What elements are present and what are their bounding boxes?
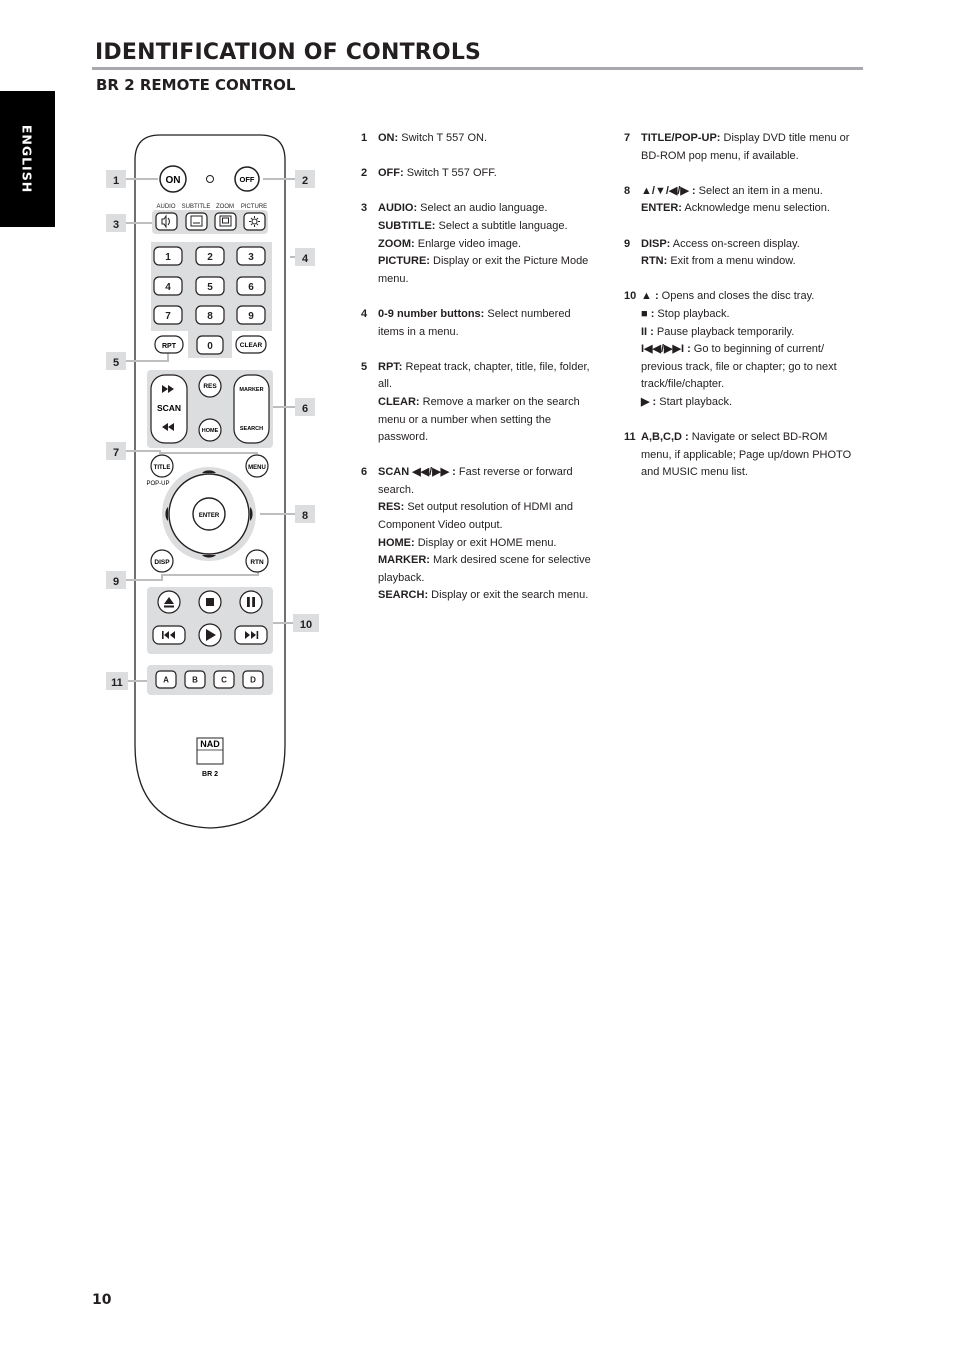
- desc-number: 1: [361, 132, 368, 144]
- desc-item-2: [361, 165, 593, 183]
- desc-text: Acknowledge menu selection.: [681, 202, 830, 215]
- desc-label: CLEAR:: [378, 395, 420, 408]
- marker-label: MARKER: [239, 387, 264, 393]
- desc-item-3: [361, 200, 593, 288]
- desc-number: 4: [361, 307, 368, 320]
- callout-6: 6: [301, 403, 309, 415]
- desc-item-8: [624, 183, 860, 218]
- callout-9: 9: [112, 576, 120, 588]
- popup-label: POP-UP: [146, 481, 170, 487]
- scan-label: SCAN: [156, 403, 182, 413]
- desc-text: Stop playback.: [654, 307, 730, 320]
- callout-8: 8: [301, 510, 309, 522]
- desc-label: ▶ :: [641, 395, 657, 408]
- description-column-left: [361, 130, 593, 623]
- desc-text: Select numbered items in a menu.: [378, 307, 571, 338]
- section-subtitle: BR 2 REMOTE CONTROL: [96, 76, 296, 94]
- search-label: SEARCH: [239, 426, 264, 432]
- desc-label: ▲/▼/◀/▶ :: [641, 184, 696, 197]
- callout-5: 5: [112, 357, 120, 369]
- desc-label: DISP:: [641, 237, 671, 250]
- description-column-right: [624, 130, 860, 499]
- desc-item-5: [361, 359, 593, 447]
- desc-label: RPT:: [378, 360, 403, 373]
- desc-item-6: [361, 464, 593, 605]
- page-title: IDENTIFICATION OF CONTROLS: [95, 40, 482, 65]
- language-tab: [0, 91, 55, 227]
- callout-1: 1: [112, 175, 120, 187]
- desc-label: SEARCH:: [378, 589, 429, 602]
- digit-7-label: 7: [165, 311, 171, 322]
- desc-label: SCAN ◀◀/▶▶ :: [378, 466, 456, 479]
- callout-11: 11: [111, 677, 123, 689]
- digit-3-label: 3: [248, 252, 254, 263]
- stop-icon: [206, 598, 214, 606]
- digit-6-label: 6: [248, 282, 254, 293]
- title-rule: [92, 67, 863, 70]
- desc-text: Enlarge video image.: [414, 237, 522, 250]
- desc-item-1: [361, 130, 593, 148]
- digit-5-label: 5: [207, 282, 213, 293]
- desc-item-10: [624, 288, 860, 411]
- desc-number: 9: [624, 237, 631, 250]
- callout-4: 4: [301, 253, 309, 265]
- desc-number: 7: [624, 132, 631, 144]
- desc-text: Access on-screen display.: [670, 237, 800, 250]
- enter-label: ENTER: [198, 513, 220, 519]
- menu-label: MENU: [248, 465, 266, 471]
- callout-10: 10: [299, 619, 313, 631]
- desc-label: TITLE/POP-UP:: [641, 132, 721, 144]
- desc-number: 3: [361, 202, 368, 215]
- desc-number: 11: [624, 431, 636, 444]
- digit-2-label: 2: [207, 252, 213, 263]
- page-number: 10: [92, 1292, 112, 1308]
- desc-text: Exit from a menu window.: [667, 255, 796, 268]
- callout-2: 2: [301, 175, 309, 187]
- desc-label: OFF:: [378, 167, 404, 180]
- rpt-label: RPT: [162, 343, 176, 350]
- desc-text: Select an audio language.: [417, 202, 548, 215]
- desc-text: Select a subtitle language.: [435, 219, 568, 232]
- desc-text: Mark desired scene for selective playback.: [378, 554, 591, 584]
- pause-button: [240, 591, 262, 613]
- digit-1-label: 1: [165, 252, 171, 263]
- desc-text: Display or exit HOME menu.: [414, 536, 557, 549]
- on-label: ON: [165, 175, 181, 186]
- desc-text: Fast reverse or forward search.: [378, 466, 573, 496]
- desc-text: Switch T 557 ON.: [398, 132, 488, 144]
- off-label: OFF: [239, 175, 255, 184]
- marker-search-button: [234, 375, 269, 443]
- desc-text: Repeat track, chapter, title, file, folder, all.: [378, 360, 590, 391]
- disp-label: DISP: [154, 559, 170, 566]
- digit-4-label: 4: [165, 282, 171, 293]
- home-label: HOME: [201, 428, 219, 434]
- digit-9-label: 9: [248, 311, 254, 322]
- desc-text: Display DVD title menu or BD-ROM pop menu, if available.: [641, 132, 850, 162]
- c-label: C: [221, 675, 227, 685]
- desc-text: Pause playback temporarily.: [653, 325, 795, 338]
- subtitle-label: SUBTITLE: [181, 204, 211, 210]
- desc-item-9: [624, 236, 860, 271]
- digit-0-label: 0: [207, 341, 213, 352]
- desc-label: I◀◀/▶▶I :: [641, 343, 691, 356]
- desc-item-7: [624, 130, 860, 165]
- desc-label: PICTURE:: [378, 255, 430, 268]
- desc-label: ■ :: [641, 307, 655, 320]
- title-label: TITLE: [153, 465, 171, 471]
- desc-label: RES:: [378, 501, 405, 514]
- picture-label: PICTURE: [240, 204, 268, 210]
- led-indicator: [207, 176, 214, 183]
- desc-label: ENTER:: [641, 202, 682, 215]
- desc-text: Remove a marker on the search menu or a number when setting the password.: [378, 395, 580, 444]
- desc-text: Select an item in a menu.: [695, 184, 823, 197]
- desc-label: A,B,C,D :: [641, 431, 689, 444]
- desc-label: HOME:: [378, 536, 415, 549]
- desc-label: ZOOM:: [378, 237, 415, 250]
- desc-item-4: [361, 306, 593, 341]
- callout-3: 3: [112, 219, 120, 231]
- b-label: B: [192, 675, 198, 685]
- desc-label: ON:: [378, 132, 399, 144]
- desc-text: Opens and closes the disc tray.: [658, 290, 815, 303]
- a-label: A: [163, 675, 169, 685]
- res-label: RES: [203, 383, 217, 390]
- desc-number: 5: [361, 360, 368, 373]
- desc-text: Navigate or select BD-ROM menu, if applicable; Page up/down PHOTO and MUSIC menu list.: [641, 431, 852, 479]
- desc-text: Display or exit the Picture Mode menu.: [378, 255, 589, 285]
- desc-text: Display or exit the search menu.: [428, 589, 589, 602]
- desc-item-11: [624, 429, 860, 482]
- remote-control-illustration: [100, 130, 325, 835]
- desc-number: 10: [624, 290, 637, 303]
- desc-text: Set output resolution of HDMI and Component Video output.: [378, 501, 574, 532]
- desc-label: ▲ :: [641, 290, 659, 303]
- desc-label: MARKER:: [378, 554, 430, 567]
- desc-label: AUDIO:: [378, 202, 418, 215]
- audio-label: AUDIO: [156, 204, 176, 210]
- zoom-label: ZOOM: [216, 204, 234, 210]
- digit-8-label: 8: [207, 311, 213, 322]
- desc-text: Go to beginning of current/ previous track, file or chapter; go to next track/file/chapter.: [641, 343, 837, 391]
- language-tab-label: ENGLISH: [19, 124, 35, 194]
- desc-label: 0-9 number buttons:: [378, 307, 485, 320]
- desc-number: 6: [361, 466, 368, 479]
- desc-text: Switch T 557 OFF.: [403, 167, 497, 180]
- callout-7: 7: [112, 447, 120, 459]
- desc-number: 8: [624, 184, 631, 197]
- picture-button: [244, 213, 265, 230]
- rtn-label: RTN: [250, 559, 264, 566]
- desc-number: 2: [361, 167, 368, 180]
- d-label: D: [250, 675, 256, 685]
- clear-label: CLEAR: [239, 342, 263, 349]
- logo-text: NAD: [200, 739, 220, 749]
- desc-label: SUBTITLE:: [378, 219, 436, 232]
- desc-label: RTN:: [641, 255, 668, 268]
- desc-text: Start playback.: [656, 395, 733, 408]
- desc-label: II :: [641, 325, 654, 338]
- model-label: BR 2: [202, 771, 218, 778]
